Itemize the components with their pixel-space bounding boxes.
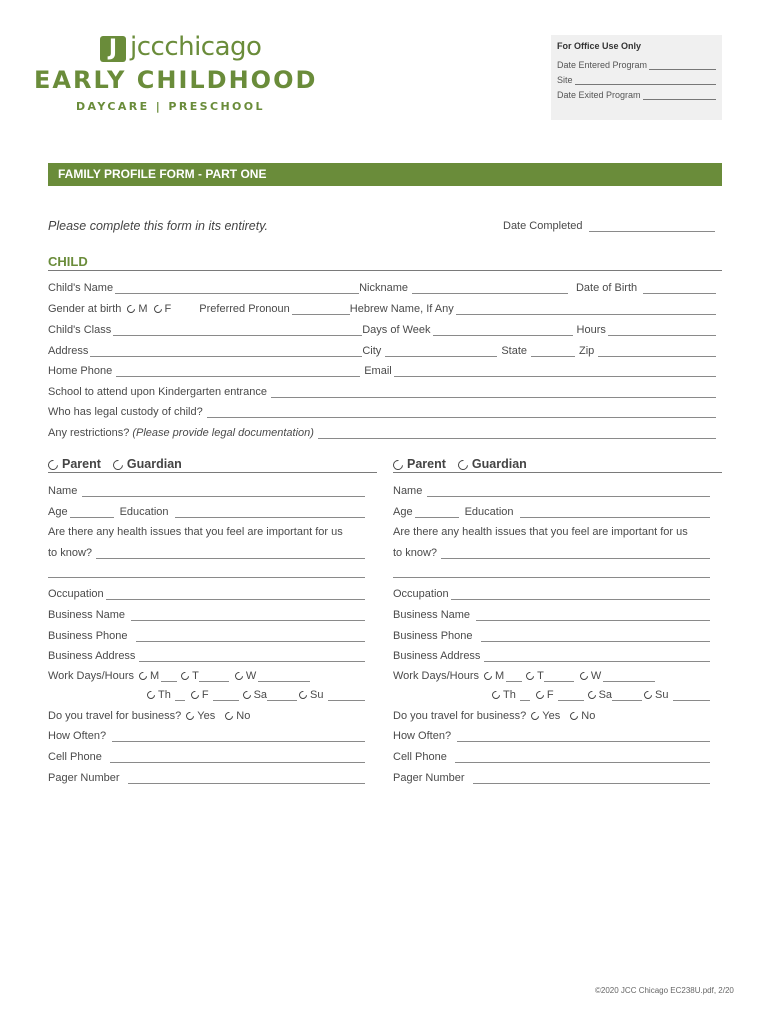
left-workdays-row-2 <box>147 686 365 701</box>
office-date-entered-label: Date Entered Program <box>557 60 648 70</box>
left-day-sa-field[interactable] <box>267 690 297 701</box>
office-use-title: For Office Use Only <box>557 41 642 51</box>
nickname-field[interactable] <box>412 283 568 294</box>
left-day-m-label: M <box>149 670 160 682</box>
right-workdays-row-2 <box>492 686 710 701</box>
home-phone-field[interactable] <box>116 366 360 377</box>
left-age-row <box>48 503 365 518</box>
left-day-f-label: F <box>201 689 209 701</box>
form-title-banner: FAMILY PROFILE FORM - PART ONE <box>48 163 722 186</box>
office-date-entered-row <box>557 55 716 70</box>
right-day-sa-field[interactable] <box>612 690 642 701</box>
date-of-birth-label: Date of Birth <box>575 282 638 294</box>
home-phone-label: Home Phone <box>48 365 113 377</box>
custody-row <box>48 403 716 418</box>
right-age-row <box>393 503 710 518</box>
city-field[interactable] <box>385 346 497 357</box>
right-business-name-label: Business Name <box>393 609 471 621</box>
right-travel-yes-label: Yes <box>542 710 561 722</box>
right-day-sa-label: Sa <box>598 689 613 701</box>
date-completed-field[interactable] <box>589 221 716 232</box>
right-business-address-field[interactable] <box>484 651 710 662</box>
left-guardian-label: Guardian <box>126 457 182 471</box>
left-day-t-field[interactable] <box>199 671 229 682</box>
office-use-box <box>551 35 722 120</box>
left-health-question-2: to know? <box>48 547 93 559</box>
custody-field[interactable] <box>207 407 716 418</box>
right-column-divider <box>393 472 722 473</box>
right-travel-label: Do you travel for business? <box>393 710 527 722</box>
left-day-w-field[interactable] <box>258 671 310 682</box>
left-travel-yes-radio[interactable] <box>185 710 196 721</box>
left-day-t-label: T <box>192 670 199 682</box>
left-business-address-field[interactable] <box>139 651 365 662</box>
days-of-week-field[interactable] <box>433 325 573 336</box>
right-business-address-label: Business Address <box>393 650 481 662</box>
right-business-name-field[interactable] <box>476 610 710 621</box>
hebrew-name-field[interactable] <box>456 304 716 315</box>
left-business-phone-row <box>48 627 365 642</box>
office-date-exited-label: Date Exited Program <box>557 90 641 100</box>
left-health-row-3 <box>48 563 365 578</box>
date-completed-label: Date Completed <box>503 220 583 232</box>
left-cell-phone-field[interactable] <box>110 752 365 763</box>
brand-subtitle: DAYCARE | PRESCHOOL <box>76 100 265 113</box>
office-site-row <box>557 70 716 85</box>
right-day-f-label: F <box>546 689 554 701</box>
childs-class-label: Child's Class <box>48 324 112 336</box>
city-label: City <box>362 345 382 357</box>
gender-f-radio[interactable] <box>152 303 163 314</box>
right-education-label: Education <box>464 506 514 518</box>
right-health-field-2[interactable] <box>393 567 710 578</box>
childs-name-field[interactable] <box>115 283 359 294</box>
left-education-label: Education <box>119 506 169 518</box>
left-day-f-field[interactable] <box>213 690 239 701</box>
right-parent-label: Parent <box>407 457 446 471</box>
school-row <box>48 383 716 398</box>
office-site-field[interactable] <box>575 76 716 85</box>
right-day-m-label: M <box>494 670 505 682</box>
right-day-su-label: Su <box>655 689 669 701</box>
address-row <box>48 342 716 357</box>
right-travel-no-label: No <box>581 710 596 722</box>
right-how-often-row <box>393 727 710 742</box>
pronoun-label: Preferred Pronoun <box>199 303 290 315</box>
left-occupation-field[interactable] <box>106 589 365 600</box>
right-parent-radio[interactable] <box>391 458 405 472</box>
office-date-entered-field[interactable] <box>649 61 716 70</box>
right-pager-label: Pager Number <box>393 772 465 784</box>
left-day-sa-radio[interactable] <box>241 689 252 700</box>
left-guardian-radio[interactable] <box>111 458 125 472</box>
right-cell-phone-field[interactable] <box>455 752 710 763</box>
right-pager-field[interactable] <box>473 773 710 784</box>
left-health-field[interactable] <box>96 548 365 559</box>
left-day-m-field[interactable] <box>161 671 177 682</box>
left-business-name-label: Business Name <box>48 609 126 621</box>
left-name-row <box>48 482 365 497</box>
right-workdays-label: Work Days/Hours <box>393 670 479 682</box>
address-field[interactable] <box>90 346 362 357</box>
right-guardian-radio[interactable] <box>456 458 470 472</box>
right-day-w-field[interactable] <box>603 671 655 682</box>
logo-wordmark: jccchicago <box>130 32 262 62</box>
child-section-title: CHILD <box>48 254 88 269</box>
intro-text: Please complete this form in its entirety. <box>48 219 268 233</box>
right-business-phone-row <box>393 627 710 642</box>
email-label: Email <box>364 365 392 377</box>
left-day-th-field[interactable] <box>175 690 185 701</box>
pronoun-field[interactable] <box>292 304 350 315</box>
nickname-label: Nickname <box>359 282 408 294</box>
left-health-row-2 <box>48 544 365 559</box>
child-name-row <box>48 279 716 294</box>
left-pager-row <box>48 769 365 784</box>
gender-m-label: M <box>138 303 148 315</box>
right-business-name-row <box>393 606 710 621</box>
left-parent-label: Parent <box>62 457 101 471</box>
left-occupation-label: Occupation <box>48 588 104 600</box>
right-day-m-field[interactable] <box>506 671 522 682</box>
left-how-often-field[interactable] <box>112 731 365 742</box>
right-day-su-field[interactable] <box>673 690 710 701</box>
gender-label: Gender at birth <box>48 303 122 315</box>
left-health-row <box>48 523 368 538</box>
left-travel-no-label: No <box>236 710 251 722</box>
right-travel-yes-radio[interactable] <box>530 710 541 721</box>
left-day-m-radio[interactable] <box>137 670 148 681</box>
right-age-label: Age <box>393 506 413 518</box>
right-day-m-radio[interactable] <box>482 670 493 681</box>
right-age-field[interactable] <box>415 507 459 518</box>
childs-class-field[interactable] <box>113 325 362 336</box>
left-day-th-radio[interactable] <box>145 689 156 700</box>
left-travel-label: Do you travel for business? <box>48 710 182 722</box>
right-health-row-3 <box>393 563 710 578</box>
left-day-t-radio[interactable] <box>180 670 191 681</box>
right-business-phone-label: Business Phone <box>393 630 473 642</box>
gender-m-radio[interactable] <box>126 303 137 314</box>
right-parent-header <box>393 457 527 471</box>
hours-field[interactable] <box>608 325 716 336</box>
left-column-divider <box>48 472 377 473</box>
hebrew-name-label: Hebrew Name, If Any <box>349 303 454 315</box>
state-field[interactable] <box>531 346 575 357</box>
left-pager-field[interactable] <box>128 773 365 784</box>
right-day-sa-radio[interactable] <box>586 689 597 700</box>
left-day-w-radio[interactable] <box>233 670 244 681</box>
date-completed-row <box>503 220 715 232</box>
right-name-row <box>393 482 710 497</box>
left-how-often-label: How Often? <box>48 730 107 742</box>
left-workdays-label: Work Days/Hours <box>48 670 134 682</box>
email-field[interactable] <box>394 366 716 377</box>
restrictions-field[interactable] <box>318 428 716 439</box>
left-travel-no-radio[interactable] <box>224 710 235 721</box>
right-day-th-radio[interactable] <box>490 689 501 700</box>
left-business-name-field[interactable] <box>131 610 365 621</box>
left-workdays-row <box>48 667 310 682</box>
school-label: School to attend upon Kindergarten entrance <box>48 386 267 398</box>
right-day-su-radio[interactable] <box>642 689 653 700</box>
left-how-often-row <box>48 727 365 742</box>
left-parent-radio[interactable] <box>46 458 60 472</box>
right-guardian-label: Guardian <box>471 457 527 471</box>
home-phone-row <box>48 362 716 377</box>
left-travel-yes-label: Yes <box>197 710 216 722</box>
right-name-label: Name <box>393 485 423 497</box>
left-day-w-label: W <box>245 670 257 682</box>
left-day-f-radio[interactable] <box>189 689 200 700</box>
left-health-field-2[interactable] <box>48 567 365 578</box>
childs-name-label: Child's Name <box>48 282 114 294</box>
right-how-often-label: How Often? <box>393 730 452 742</box>
left-day-su-label: Su <box>310 689 324 701</box>
right-cell-phone-label: Cell Phone <box>393 751 447 763</box>
date-of-birth-field[interactable] <box>643 283 716 294</box>
left-cell-phone-label: Cell Phone <box>48 751 102 763</box>
left-business-address-label: Business Address <box>48 650 136 662</box>
right-day-t-field[interactable] <box>544 671 574 682</box>
address-label: Address <box>48 345 89 357</box>
left-business-name-row <box>48 606 365 621</box>
right-cell-phone-row <box>393 748 710 763</box>
right-travel-no-radio[interactable] <box>569 710 580 721</box>
right-pager-row <box>393 769 710 784</box>
days-of-week-label: Days of Week <box>362 324 431 336</box>
right-health-row-2 <box>393 544 710 559</box>
left-age-field[interactable] <box>70 507 114 518</box>
class-row <box>48 321 716 336</box>
logo-mark: J <box>100 36 126 62</box>
right-day-f-field[interactable] <box>558 690 584 701</box>
gender-row <box>48 300 716 315</box>
child-section-divider <box>48 270 722 271</box>
left-day-su-field[interactable] <box>328 690 365 701</box>
left-travel-row <box>48 707 365 722</box>
right-health-question-2: to know? <box>393 547 438 559</box>
restrictions-note: (Please provide legal documentation) <box>132 427 314 439</box>
office-date-exited-field[interactable] <box>643 91 716 100</box>
right-day-th-field[interactable] <box>520 690 530 701</box>
custody-label: Who has legal custody of child? <box>48 406 203 418</box>
left-day-su-radio[interactable] <box>297 689 308 700</box>
right-day-th-label: Th <box>503 689 516 701</box>
right-name-field[interactable] <box>427 486 710 497</box>
left-business-phone-label: Business Phone <box>48 630 128 642</box>
left-parent-header <box>48 457 182 471</box>
brand-title: EARLY CHILDHOOD <box>34 66 318 94</box>
right-occupation-label: Occupation <box>393 588 449 600</box>
right-workdays-row <box>393 667 655 682</box>
gender-f-label: F <box>164 303 172 315</box>
right-business-phone-field[interactable] <box>481 631 711 642</box>
right-day-w-label: W <box>590 670 602 682</box>
school-field[interactable] <box>271 387 716 398</box>
footer-copyright: ©2020 JCC Chicago EC238U.pdf, 2/20 <box>595 986 734 995</box>
right-day-w-radio[interactable] <box>578 670 589 681</box>
left-occupation-row <box>48 585 365 600</box>
left-pager-label: Pager Number <box>48 772 120 784</box>
left-name-label: Name <box>48 485 78 497</box>
left-business-address-row <box>48 647 365 662</box>
restrictions-label: Any restrictions? <box>48 427 130 439</box>
left-business-phone-field[interactable] <box>136 631 366 642</box>
right-business-address-row <box>393 647 710 662</box>
right-how-often-field[interactable] <box>457 731 710 742</box>
zip-field[interactable] <box>598 346 716 357</box>
left-day-sa-label: Sa <box>253 689 268 701</box>
left-health-question: Are there any health issues that you feel are important for us <box>48 526 343 538</box>
left-age-label: Age <box>48 506 68 518</box>
office-site-label: Site <box>557 75 573 85</box>
right-occupation-field[interactable] <box>451 589 710 600</box>
hours-label: Hours <box>576 324 606 336</box>
left-name-field[interactable] <box>82 486 365 497</box>
right-day-t-label: T <box>537 670 544 682</box>
zip-label: Zip <box>579 345 595 357</box>
office-date-exited-row <box>557 85 716 100</box>
restrictions-row <box>48 424 716 439</box>
right-education-field[interactable] <box>520 507 710 518</box>
right-health-question: Are there any health issues that you feel are important for us <box>393 526 688 538</box>
right-health-field[interactable] <box>441 548 710 559</box>
left-cell-phone-row <box>48 748 365 763</box>
left-day-th-label: Th <box>158 689 171 701</box>
state-label: State <box>501 345 527 357</box>
left-education-field[interactable] <box>175 507 365 518</box>
right-health-row <box>393 523 713 538</box>
right-occupation-row <box>393 585 710 600</box>
right-day-t-radio[interactable] <box>525 670 536 681</box>
right-day-f-radio[interactable] <box>534 689 545 700</box>
right-travel-row <box>393 707 710 722</box>
